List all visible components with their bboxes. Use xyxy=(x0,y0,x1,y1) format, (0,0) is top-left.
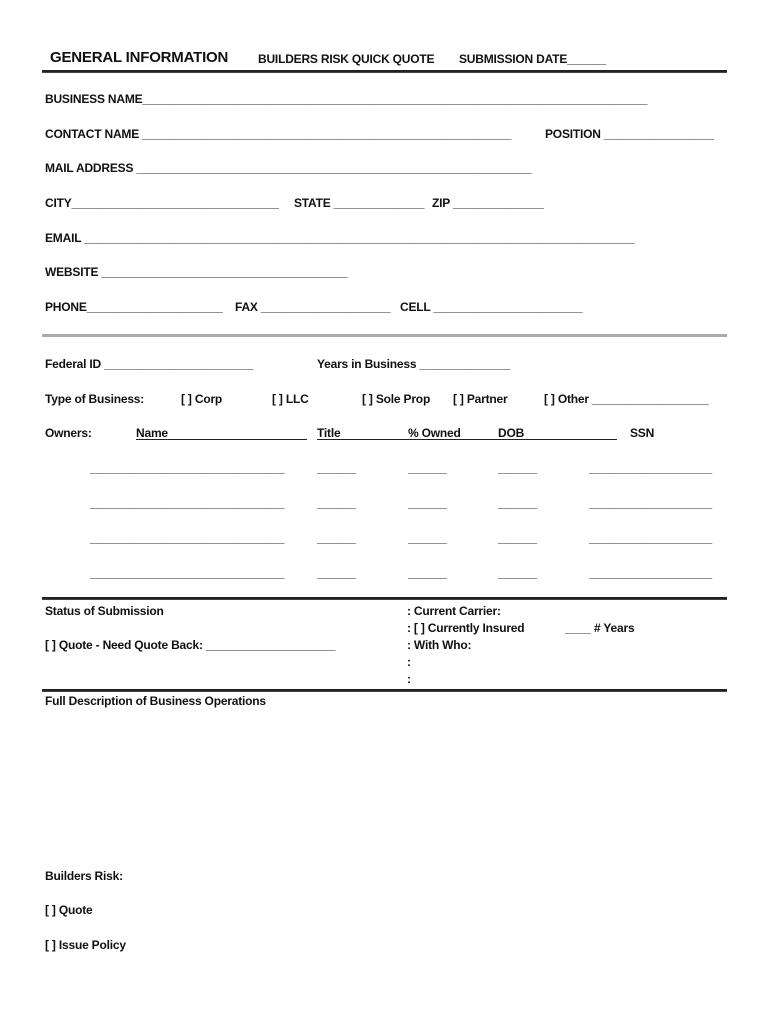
with-who-label[interactable]: : With Who: xyxy=(407,638,472,652)
header-underline xyxy=(317,439,617,440)
federal-id-field[interactable]: Federal ID _______________________ xyxy=(45,357,254,371)
position-field[interactable]: POSITION _________________ xyxy=(545,127,714,141)
operations-description-label: Full Description of Business Operations xyxy=(45,694,266,708)
quote-need-back-field[interactable]: [ ] Quote - Need Quote Back: ____________________ xyxy=(45,638,336,652)
owners-col-title: Title xyxy=(317,426,341,440)
quote-checkbox[interactable]: [ ] Quote xyxy=(45,903,93,917)
owner-ssn-blank[interactable]: ___________________ xyxy=(589,531,713,545)
owner-ssn-blank[interactable]: ___________________ xyxy=(589,566,713,580)
zip-field[interactable]: ZIP ______________ xyxy=(432,196,544,210)
contact-name-field[interactable]: CONTACT NAME _________________________________________________________ xyxy=(45,127,512,141)
header-divider xyxy=(42,70,727,73)
website-field[interactable]: WEBSITE ______________________________________ xyxy=(45,265,348,279)
owner-title-blank[interactable]: ______ xyxy=(317,496,356,510)
operations-description-area[interactable] xyxy=(45,712,725,852)
type-option-partner[interactable]: [ ] Partner xyxy=(453,392,508,406)
colon-marker: : xyxy=(407,672,411,686)
status-of-submission-label: Status of Submission xyxy=(45,604,164,618)
owners-col-owned: % Owned xyxy=(408,426,461,440)
owner-title-blank[interactable]: ______ xyxy=(317,566,356,580)
owner-dob-blank[interactable]: ______ xyxy=(498,566,537,580)
owners-label: Owners: xyxy=(45,426,92,440)
issue-policy-checkbox[interactable]: [ ] Issue Policy xyxy=(45,938,126,952)
type-option-other[interactable]: [ ] Other __________________ xyxy=(544,392,709,406)
owner-owned-blank[interactable]: ______ xyxy=(408,531,447,545)
years-in-business-field[interactable]: Years in Business ______________ xyxy=(317,357,511,371)
builders-risk-label: Builders Risk: xyxy=(45,869,123,883)
state-field[interactable]: STATE ______________ xyxy=(294,196,425,210)
business-name-field[interactable]: BUSINESS NAME______________________________________________________________________________ xyxy=(45,92,648,106)
owners-col-ssn: SSN xyxy=(630,426,655,440)
owner-owned-blank[interactable]: ______ xyxy=(408,496,447,510)
owner-name-blank[interactable]: ______________________________ xyxy=(90,496,285,510)
owner-ssn-blank[interactable]: ___________________ xyxy=(589,461,713,475)
currently-insured-checkbox[interactable]: : [ ] Currently Insured xyxy=(407,621,525,635)
type-of-business-label: Type of Business: xyxy=(45,392,145,406)
owners-col-name: Name xyxy=(136,426,168,440)
owner-dob-blank[interactable]: ______ xyxy=(498,531,537,545)
owner-title-blank[interactable]: ______ xyxy=(317,461,356,475)
city-field[interactable]: CITY________________________________ xyxy=(45,196,279,210)
operations-divider xyxy=(42,689,727,692)
form-subtitle: BUILDERS RISK QUICK QUOTE xyxy=(258,52,435,66)
owner-title-blank[interactable]: ______ xyxy=(317,531,356,545)
mail-address-field[interactable]: MAIL ADDRESS _____________________________________________________________ xyxy=(45,161,532,175)
owner-dob-blank[interactable]: ______ xyxy=(498,496,537,510)
owner-owned-blank[interactable]: ______ xyxy=(408,461,447,475)
current-carrier-label: : Current Carrier: xyxy=(407,604,501,618)
submission-date-field[interactable]: SUBMISSION DATE______ xyxy=(459,52,606,66)
page-title: GENERAL INFORMATION xyxy=(50,49,229,66)
email-field[interactable]: EMAIL _____________________________________________________________________________________ xyxy=(45,231,635,245)
owner-dob-blank[interactable]: ______ xyxy=(498,461,537,475)
owner-name-blank[interactable]: ______________________________ xyxy=(90,531,285,545)
type-option-llc[interactable]: [ ] LLC xyxy=(272,392,309,406)
type-option-sole-prop[interactable]: [ ] Sole Prop xyxy=(362,392,431,406)
owner-name-blank[interactable]: ______________________________ xyxy=(90,461,285,475)
fax-field[interactable]: FAX ____________________ xyxy=(235,300,391,314)
owner-owned-blank[interactable]: ______ xyxy=(408,566,447,580)
phone-field[interactable]: PHONE_____________________ xyxy=(45,300,223,314)
type-option-corp[interactable]: [ ] Corp xyxy=(181,392,223,406)
cell-field[interactable]: CELL _______________________ xyxy=(400,300,583,314)
owners-col-dob: DOB xyxy=(498,426,525,440)
owner-name-blank[interactable]: ______________________________ xyxy=(90,566,285,580)
colon-marker: : xyxy=(407,655,411,669)
owner-ssn-blank[interactable]: ___________________ xyxy=(589,496,713,510)
section-divider xyxy=(42,334,727,337)
years-insured-field[interactable]: ____ # Years xyxy=(565,621,635,635)
status-divider xyxy=(42,597,727,600)
